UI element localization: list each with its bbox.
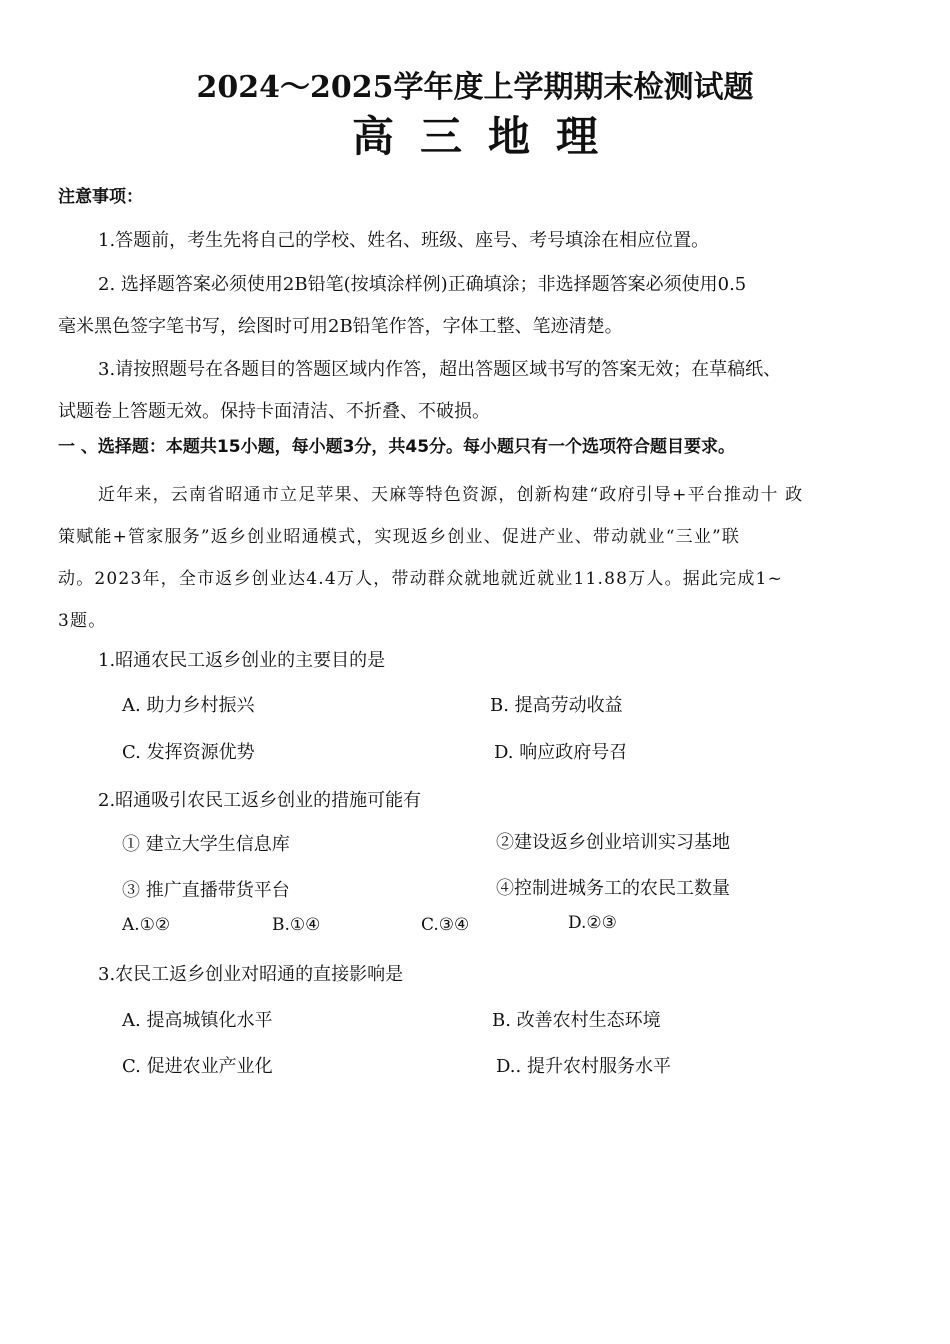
q1-option-c[interactable]: C. 发挥资源优势 (122, 742, 255, 763)
exam-subject: 高三地理 (351, 112, 624, 161)
question-2-stem: 2.昭通吸引农民工返乡创业的措施可能有 (98, 790, 422, 811)
q2-option-d[interactable]: D.②③ (568, 913, 617, 933)
passage-line-4: 3题。 (58, 611, 107, 631)
q2-item-2: ②建设返乡创业培训实习基地 (496, 832, 730, 853)
question-1-stem: 1.昭通农民工返乡创业的主要目的是 (98, 650, 386, 671)
passage-line-1: 近年来，云南省昭通市立足苹果、天麻等特色资源，创新构建“政府引导+平台推动十 政 (98, 485, 804, 505)
q3-option-d[interactable]: D.. 提升农村服务水平 (496, 1056, 671, 1077)
q1-option-d[interactable]: D. 响应政府号召 (494, 742, 628, 763)
q2-item-4: ④控制进城务工的农民工数量 (496, 878, 730, 899)
q2-item-3: ③ 推广直播带货平台 (122, 880, 290, 901)
q1-option-b[interactable]: B. 提高劳动收益 (490, 695, 623, 716)
q3-option-b[interactable]: B. 改善农村生态环境 (492, 1010, 661, 1031)
q2-item-1: ① 建立大学生信息库 (122, 834, 290, 855)
exam-title: 2024～2025学年度上学期期末检测试题 (196, 70, 754, 105)
question-3-stem: 3.农民工返乡创业对昭通的直接影响是 (98, 964, 404, 985)
q2-option-b[interactable]: B.①④ (272, 915, 321, 935)
notice-heading: 注意事项： (58, 187, 143, 207)
passage-line-3: 动。2023年，全市返乡创业达4.4万人，带动群众就地就近就业11.88万人。据此完成1~ (58, 569, 784, 589)
section-heading: 一 、选择题：本题共15小题，每小题3分，共45分。每小题只有一个选项符合题目要求。 (58, 437, 736, 457)
notice-line-1: 1.答题前，考生先将自己的学校、姓名、班级、座号、考号填涂在相应位置。 (98, 230, 710, 251)
notice-line-5: 试题卷上答题无效。保持卡面清洁、不折叠、不破损。 (58, 401, 490, 422)
q2-option-a[interactable]: A.①② (122, 915, 171, 935)
q3-option-a[interactable]: A. 提高城镇化水平 (122, 1010, 273, 1031)
notice-line-3: 毫米黑色签字笔书写，绘图时可用2B铅笔作答，字体工整、笔迹清楚。 (58, 316, 623, 337)
q3-option-c[interactable]: C. 促进农业产业化 (122, 1056, 273, 1077)
notice-line-2: 2. 选择题答案必须使用2B铅笔(按填涂样例)正确填涂；非选择题答案必须使用0.5 (98, 274, 747, 295)
passage-line-2: 策赋能+管家服务”返乡创业昭通模式，实现返乡创业、促进产业、带动就业“三业”联 (58, 527, 741, 547)
notice-line-4: 3.请按照题号在各题目的答题区域内作答，超出答题区域书写的答案无效；在草稿纸、 (98, 359, 782, 380)
q2-option-c[interactable]: C.③④ (421, 915, 470, 935)
q1-option-a[interactable]: A. 助力乡村振兴 (122, 695, 255, 716)
